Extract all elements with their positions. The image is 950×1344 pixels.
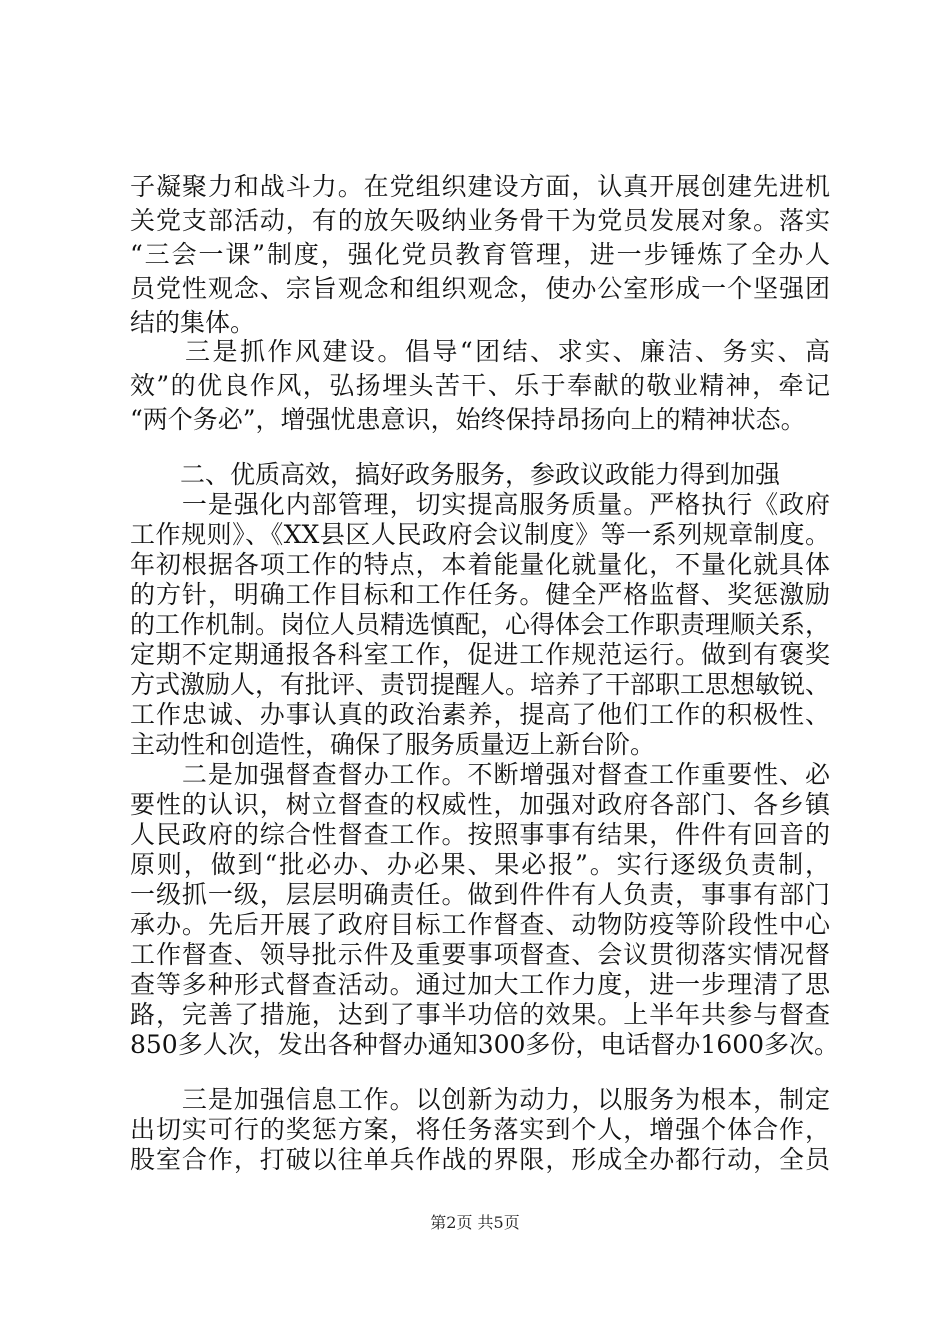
body-text-line: 三是加强信息工作。以创新为动力，以服务为根本，制定 — [130, 1085, 830, 1114]
body-text-line: 子凝聚力和战斗力。在党组织建设方面，认真开展创建先进机 — [130, 172, 830, 201]
body-text-line: “两个务必”，增强忧患意识，始终保持昂扬向上的精神状态。 — [130, 405, 806, 434]
body-text-line: 方式激励人，有批评、责罚提醒人。培养了干部职工思想敏锐、 — [130, 670, 831, 699]
body-text-line: 三是抓作风建设。倡导“团结、求实、廉洁、务实、高 — [130, 337, 830, 366]
body-text-line: 关党支部活动，有的放矢吸纳业务骨干为党员发展对象。落实 — [130, 206, 830, 235]
body-text-line: 定期不定期通报各科室工作，促进工作规范运行。做到有褒奖 — [130, 640, 830, 669]
body-text-line: 的工作机制。岗位人员精选慎配，心得体会工作职责理顺关系， — [130, 610, 831, 639]
page-number-footer: 第2页 共5页 — [430, 1213, 520, 1232]
body-text-line: 一是强化内部管理，切实提高服务质量。严格执行《政府 — [130, 490, 830, 519]
body-text-line: 一级抓一级，层层明确责任。做到件件有人负责，事事有部门 — [130, 880, 830, 909]
section-heading: 二、优质高效，搞好政务服务，参政议政能力得到加强 — [130, 460, 781, 489]
body-text-line: 结的集体。 — [130, 308, 256, 337]
body-text-line: 工作督查、领导批示件及重要事项督查、会议贯彻落实情况督 — [130, 940, 830, 969]
body-text-line: 路，完善了措施，达到了事半功倍的效果。上半年共参与督查 — [130, 1000, 830, 1029]
body-text-line: 年初根据各项工作的特点，本着能量化就量化，不量化就具体 — [130, 550, 830, 579]
body-text-line: 人民政府的综合性督查工作。按照事事有结果，件件有回音的 — [130, 820, 830, 849]
body-text-line: 主动性和创造性，确保了服务质量迈上新台阶。 — [130, 730, 656, 759]
body-text-line: 效”的优良作风，弘扬埋头苦干、乐于奉献的敬业精神，牵记 — [130, 371, 830, 400]
body-text-line: 股室合作，打破以往单兵作战的界限，形成全办都行动，全员 — [130, 1145, 830, 1174]
body-text-line: 要性的认识，树立督查的权威性，加强对政府各部门、各乡镇 — [130, 790, 830, 819]
body-text-line: 查等多种形式督查活动。通过加大工作力度，进一步理清了思 — [130, 970, 830, 999]
body-text-line: 出切实可行的奖惩方案，将任务落实到个人，增强个体合作， — [130, 1115, 830, 1144]
body-text-line: 原则，做到“批必办、办必果、果必报”。实行逐级负责制， — [130, 850, 830, 879]
body-text-line: “三会一课”制度，强化党员教育管理，进一步锤炼了全办人 — [130, 240, 830, 269]
body-text-line: 工作忠诚、办事认真的政治素养，提高了他们工作的积极性、 — [130, 700, 830, 729]
body-text-line: 的方针，明确工作目标和工作任务。健全严格监督、奖惩激励 — [130, 580, 830, 609]
body-text-line: 二是加强督查督办工作。不断增强对督查工作重要性、必 — [130, 760, 830, 789]
body-text-line: 850多人次，发出各种督办通知300多份，电话督办1600多次。 — [130, 1030, 840, 1059]
body-text-line: 工作规则》、《XX县区人民政府会议制度》等一系列规章制度。 — [130, 520, 830, 549]
body-text-line: 员党性观念、宗旨观念和组织观念，使办公室形成一个坚强团 — [130, 274, 830, 303]
body-text-line: 承办。先后开展了政府目标工作督查、动物防疫等阶段性中心 — [130, 910, 830, 939]
